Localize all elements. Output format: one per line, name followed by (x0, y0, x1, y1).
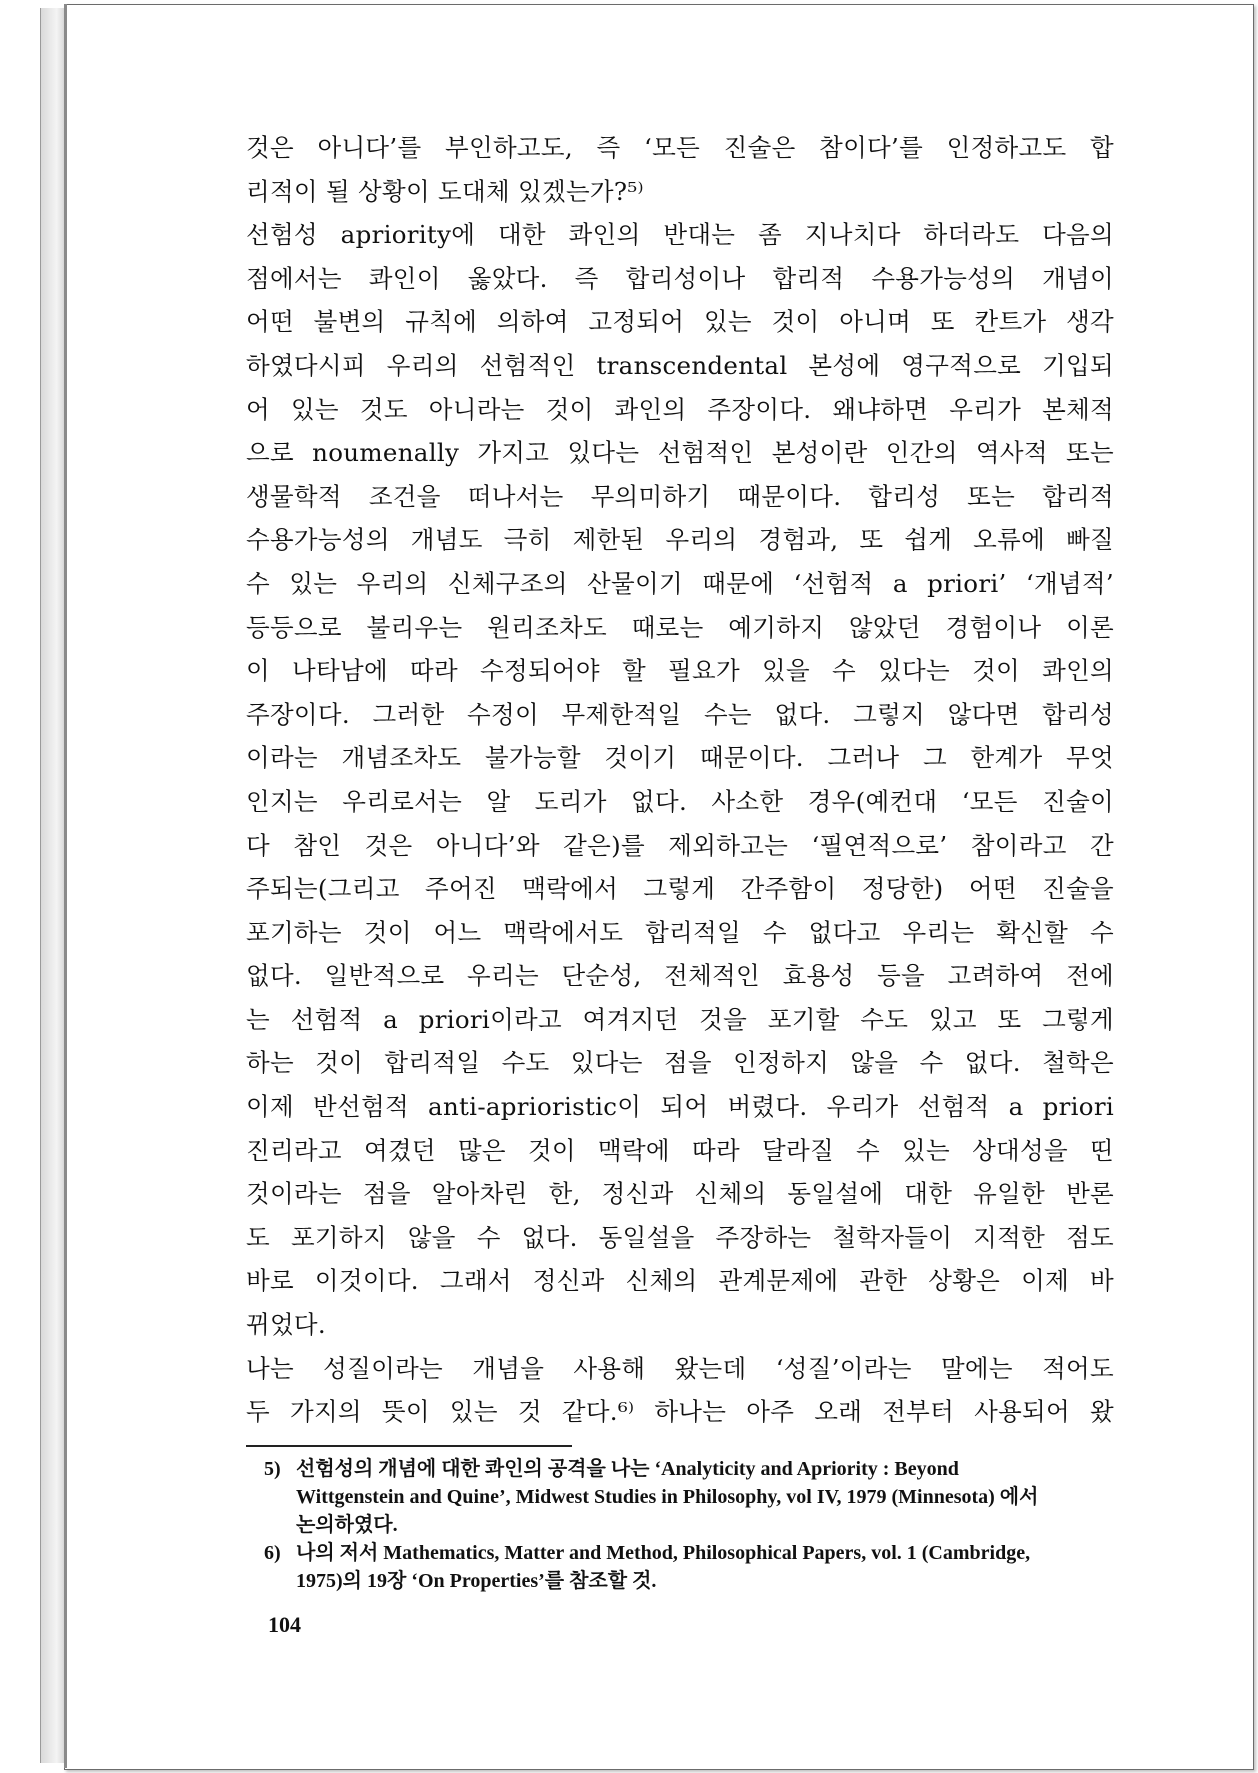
book-edge (40, 8, 67, 1763)
body-line: 없다. 일반적으로 우리는 단순성, 전체적인 효용성 등을 고려하여 전에 (246, 961, 1114, 991)
body-line: 생물학적 조건을 떠나서는 무의미하기 때문이다. 합리성 또는 합리적 (246, 481, 1114, 511)
footnote-line: 1975)의 19장 ‘On Properties’를 참조할 것. (296, 1570, 657, 1592)
body-line: 이라는 개념조차도 불가능할 것이기 때문이다. 그러나 그 한계가 무엇 (246, 743, 1114, 773)
body-line: 두 가지의 뜻이 있는 것 같다.⁶⁾ 하나는 아주 오래 전부터 사용되어 왔 (246, 1397, 1114, 1427)
page-fold (64, 4, 67, 1768)
footnotes (264, 1455, 1116, 1595)
footnote-line: 나의 저서 Mathematics, Matter and Method, Philosophical Papers, vol. 1 (Cambridge, (296, 1542, 1031, 1564)
body-text (246, 126, 1114, 1434)
body-line: 포기하는 것이 어느 맥락에서도 합리적일 수 없다고 우리는 확신할 수 (246, 917, 1114, 947)
body-line: 것이라는 점을 알아차린 한, 정신과 신체의 동일설에 대한 유일한 반론 (246, 1179, 1114, 1209)
footnote-6 (264, 1539, 1116, 1595)
body-line: 어떤 불변의 규칙에 의하여 고정되어 있는 것이 아니며 또 칸트가 생각 (246, 307, 1114, 337)
body-line: 하였다시피 우리의 선험적인 transcendental 본성에 영구적으로 기입되 (246, 350, 1114, 380)
body-line: 하는 것이 합리적일 수도 있다는 점을 인정하지 않을 수 없다. 철학은 (246, 1048, 1114, 1078)
body-line: 인지는 우리로서는 알 도리가 없다. 사소한 경우(예컨대 ‘모든 진술이 (246, 786, 1114, 816)
body-line: 어 있는 것도 아니라는 것이 콰인의 주장이다. 왜냐하면 우리가 본체적 (246, 394, 1114, 424)
body-line: 등등으로 불리우는 원리조차도 때로는 예기하지 않았던 경험이나 이론 (246, 612, 1114, 642)
body-line: 점에서는 콰인이 옳았다. 즉 합리성이나 합리적 수용가능성의 개념이 (246, 263, 1114, 293)
footnote-line: Wittgenstein and Quine’, Midwest Studies in Philosophy, vol IV, 1979 (Minnesota) 에서 (296, 1486, 1039, 1508)
body-line: 주장이다. 그러한 수정이 무제한적일 수는 없다. 그렇지 않다면 합리성 (246, 699, 1114, 729)
body-line: 선험성 apriority에 대한 콰인의 반대는 좀 지나치다 하더라도 다음의 (246, 220, 1114, 250)
body-line: 도 포기하지 않을 수 없다. 동일설을 주장하는 철학자들이 지적한 점도 (246, 1222, 1114, 1252)
body-line: 뀌었다. (246, 1310, 326, 1340)
body-line: 진리라고 여겼던 많은 것이 맥락에 따라 달라질 수 있는 상대성을 띤 (246, 1135, 1114, 1165)
body-line: 것은 아니다’를 부인하고도, 즉 ‘모든 진술은 참이다’를 인정하고도 합 (246, 133, 1114, 162)
body-line: 수 있는 우리의 신체구조의 산물이기 때문에 ‘선험적 a priori’ ‘개념적’ (246, 568, 1114, 598)
footnote-text (296, 1539, 1116, 1595)
footnote-line: 선험성의 개념에 대한 콰인의 공격을 나는 ‘Analyticity and Apriority : Beyond (296, 1458, 959, 1480)
body-line: 는 선험적 a priori이라고 여겨지던 것을 포기할 수도 있고 또 그렇게 (246, 1004, 1114, 1034)
footnote-text (296, 1455, 1116, 1539)
footnote-divider (246, 1445, 572, 1447)
page-number: 104 (268, 1612, 301, 1637)
body-line: 이 나타남에 따라 수정되어야 할 필요가 있을 수 있다는 것이 콰인의 (246, 656, 1114, 686)
footnote-5 (264, 1455, 1116, 1539)
body-line: 다 참인 것은 아니다’와 같은)를 제외하고는 ‘필연적으로’ 참이라고 간 (246, 830, 1114, 860)
footnote-line: 논의하였다. (296, 1514, 398, 1536)
body-line: 바로 이것이다. 그래서 정신과 신체의 관계문제에 관한 상황은 이제 바 (246, 1266, 1114, 1296)
body-line: 나는 성질이라는 개념을 사용해 왔는데 ‘성질’이라는 말에는 적어도 (246, 1353, 1114, 1383)
footnote-number: 5) (264, 1458, 281, 1480)
body-line: 리적이 될 상황이 도대체 있겠는가?⁵⁾ (246, 176, 644, 206)
footnote-number: 6) (264, 1542, 281, 1564)
body-line: 수용가능성의 개념도 극히 제한된 우리의 경험과, 또 쉽게 오류에 빠질 (246, 525, 1114, 555)
body-line: 주되는(그리고 주어진 맥락에서 그렇게 간주함이 정당한) 어떤 진술을 (246, 874, 1114, 904)
body-line: 이제 반선험적 anti-aprioristic이 되어 버렸다. 우리가 선험적 a priori (246, 1092, 1114, 1122)
body-line: 으로 noumenally 가지고 있다는 선험적인 본성이란 인간의 역사적 또는 (246, 438, 1114, 468)
